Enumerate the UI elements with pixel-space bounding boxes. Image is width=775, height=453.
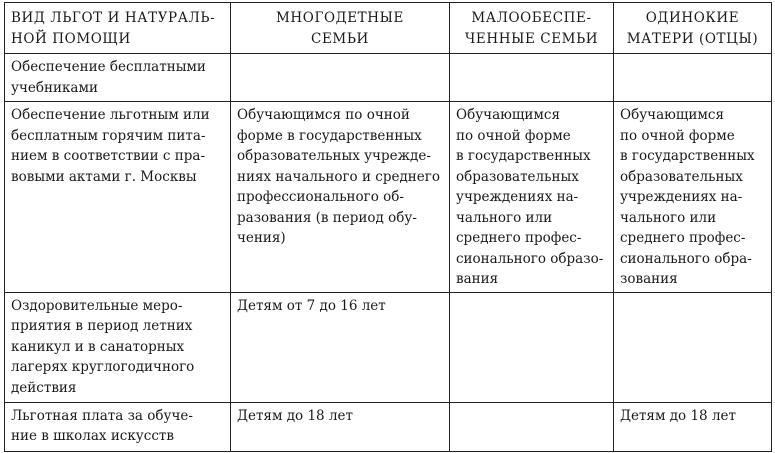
single-parents-cell: Обучающимся по очной форме в государственных образовательных учреждениях на- чального или среднего профес- сионального обра- зования xyxy=(614,102,772,293)
single-parents-cell xyxy=(614,54,772,102)
low-income-cell xyxy=(450,402,614,451)
benefits-table xyxy=(4,2,772,452)
table-row xyxy=(5,292,772,402)
single-parents-cell xyxy=(614,292,772,402)
header-low-income-families: МАЛООБЕСПЕ- ЧЕННЫЕ СЕМЬИ xyxy=(450,3,614,54)
table-row xyxy=(5,54,772,102)
header-large-families: МНОГОДЕТНЫЕ СЕМЬИ xyxy=(231,3,450,54)
large-families-cell: Детям до 18 лет xyxy=(231,402,450,451)
header-benefit-type: ВИД ЛЬГОТ И НАТУРАЛЬ- НОЙ ПОМОЩИ xyxy=(5,3,231,54)
low-income-cell xyxy=(450,54,614,102)
row-benefit-cell: Обеспечение льготным или бесплатным горячим пита- нием в соответствии с пра- вовыми актами г. Москвы xyxy=(5,102,231,293)
row-benefit-cell: Обеспечение бесплатными учебниками xyxy=(5,54,231,102)
large-families-cell: Детям от 7 до 16 лет xyxy=(231,292,450,402)
table-row xyxy=(5,102,772,293)
single-parents-cell: Детям до 18 лет xyxy=(614,402,772,451)
row-benefit-cell: Оздоровительные меро- приятия в период летних каникул и в санаторных лагерях круглогодичного действия xyxy=(5,292,231,402)
row-benefit-cell: Льготная плата за обуче- ние в школах искусств xyxy=(5,402,231,451)
low-income-cell xyxy=(450,292,614,402)
table-row xyxy=(5,402,772,451)
large-families-cell xyxy=(231,54,450,102)
header-row xyxy=(5,3,772,54)
large-families-cell: Обучающимся по очной форме в государственных образовательных учрежде- ниях начального и среднего профессионального об- разования (в период обу- чения) xyxy=(231,102,450,293)
low-income-cell: Обучающимся по очной форме в государственных образовательных учреждениях на- чального или среднего профес- сионального образо- вания xyxy=(450,102,614,293)
header-single-parents: ОДИНОКИЕ МАТЕРИ (ОТЦЫ) xyxy=(614,3,772,54)
